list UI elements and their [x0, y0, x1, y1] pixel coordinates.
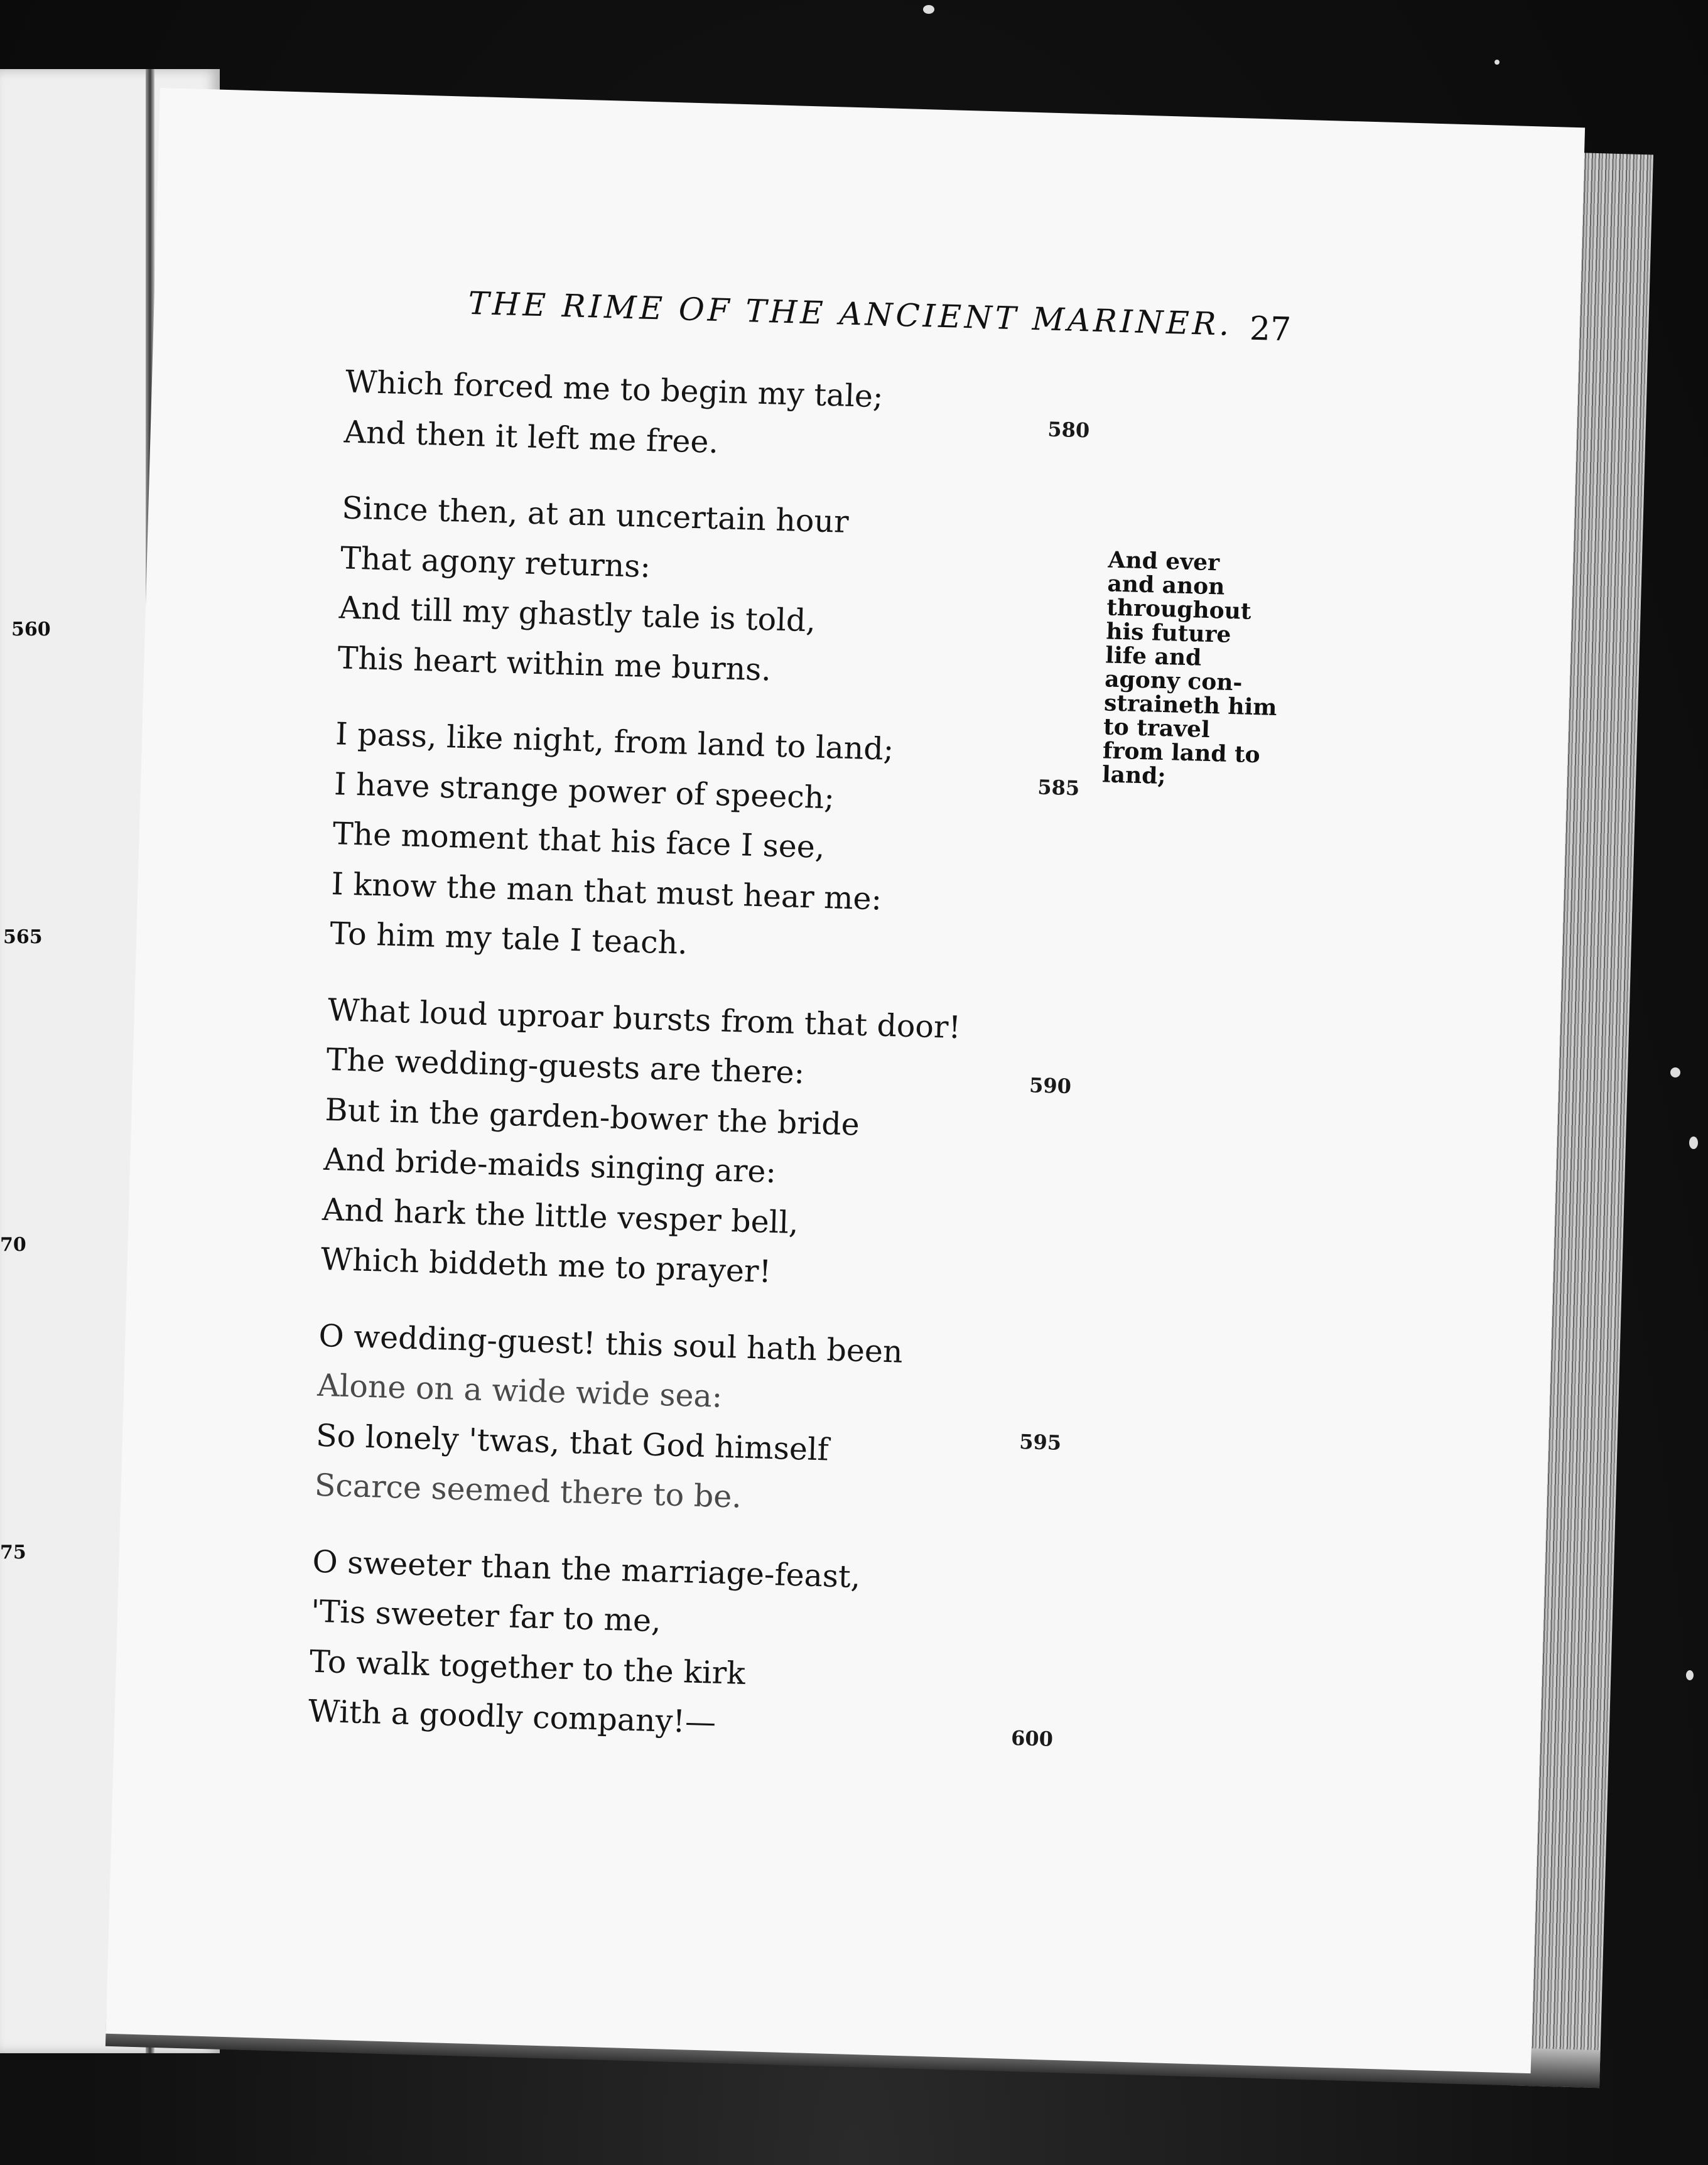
gloss-line: straineth him — [1103, 689, 1277, 721]
dust-speck — [1689, 1136, 1698, 1149]
verse-line: With a goodly company!— — [308, 1693, 716, 1741]
verse-line: But in the garden-bower the bride — [324, 1091, 860, 1143]
dust-speck — [923, 5, 934, 14]
verse-line: Alone on a wide wide sea: — [316, 1367, 723, 1415]
stanza — [329, 709, 1152, 981]
margin-gloss — [1102, 548, 1297, 791]
left-line-number: 75 — [0, 1541, 26, 1563]
line-number: 600 — [1010, 1725, 1054, 1751]
gloss-line: life and — [1105, 642, 1202, 671]
verse-line: O sweeter than the marriage-feast, — [311, 1543, 862, 1595]
stanza — [308, 1536, 1129, 1759]
verse-line: What loud uproar bursts from that door! — [327, 991, 961, 1045]
line-number: 585 — [1037, 775, 1080, 801]
verse-line: The moment that his face I see, — [332, 816, 826, 866]
stanza — [314, 1310, 1135, 1533]
book-page — [105, 88, 1604, 2087]
verse-line: Which forced me to begin my tale; — [345, 364, 884, 415]
dust-speck — [1670, 1067, 1680, 1077]
verse-line: I pass, like night, from land to land; — [335, 716, 894, 768]
verse-line: To him my tale I teach. — [329, 915, 688, 961]
verse-line: And bride-maids singing are: — [323, 1141, 777, 1190]
verse-line: Scarce seemed there to be. — [314, 1467, 742, 1515]
verse-line: To walk together to the kirk — [309, 1643, 746, 1692]
line-number: 595 — [1019, 1430, 1062, 1455]
dust-speck — [1686, 1670, 1694, 1680]
gloss-line: agony con- — [1104, 666, 1243, 696]
stanza — [337, 483, 1159, 705]
gloss-line: land; — [1101, 761, 1167, 790]
gloss-line: his future — [1105, 618, 1231, 648]
stanza — [320, 985, 1145, 1307]
gloss-line: throughout — [1106, 594, 1252, 625]
verse-line: So lonely 'twas, that God himself — [315, 1417, 830, 1468]
verse-line: 'Tis sweeter far to me, — [310, 1593, 662, 1639]
gloss-line: to travel — [1103, 713, 1211, 743]
verse-line: I know the man that must hear me: — [330, 865, 882, 917]
gloss-line: And ever — [1108, 546, 1220, 576]
left-line-number: 565 — [3, 926, 43, 948]
gloss-line: from land to — [1102, 737, 1261, 769]
left-line-number: 70 — [0, 1234, 26, 1256]
gloss-line: and anon — [1106, 570, 1225, 600]
verse-line: And hark the little vesper bell, — [322, 1191, 799, 1241]
running-head: THE RIME OF THE ANCIENT MARINER. — [467, 284, 1233, 343]
poem-text — [307, 357, 1162, 1785]
line-number: 580 — [1047, 417, 1090, 443]
verse-line: O wedding-guest! this soul hath been — [318, 1317, 904, 1370]
verse-line: And then it left me free. — [343, 413, 719, 460]
verse-line: Which biddeth me to prayer! — [320, 1241, 772, 1290]
dust-speck — [1494, 60, 1500, 65]
verse-line: The wedding-guests are there: — [326, 1042, 805, 1091]
verse-line: And till my ghastly tale is told, — [338, 590, 816, 639]
line-number: 590 — [1029, 1073, 1072, 1099]
verse-line: This heart within me burns. — [337, 639, 772, 688]
verse-line: Since then, at an uncertain hour — [341, 490, 850, 540]
page-number: 27 — [1249, 310, 1292, 349]
left-line-number: 560 — [11, 618, 51, 640]
verse-line: That agony returns: — [340, 539, 651, 585]
verse-line: I have strange power of speech; — [333, 765, 835, 816]
